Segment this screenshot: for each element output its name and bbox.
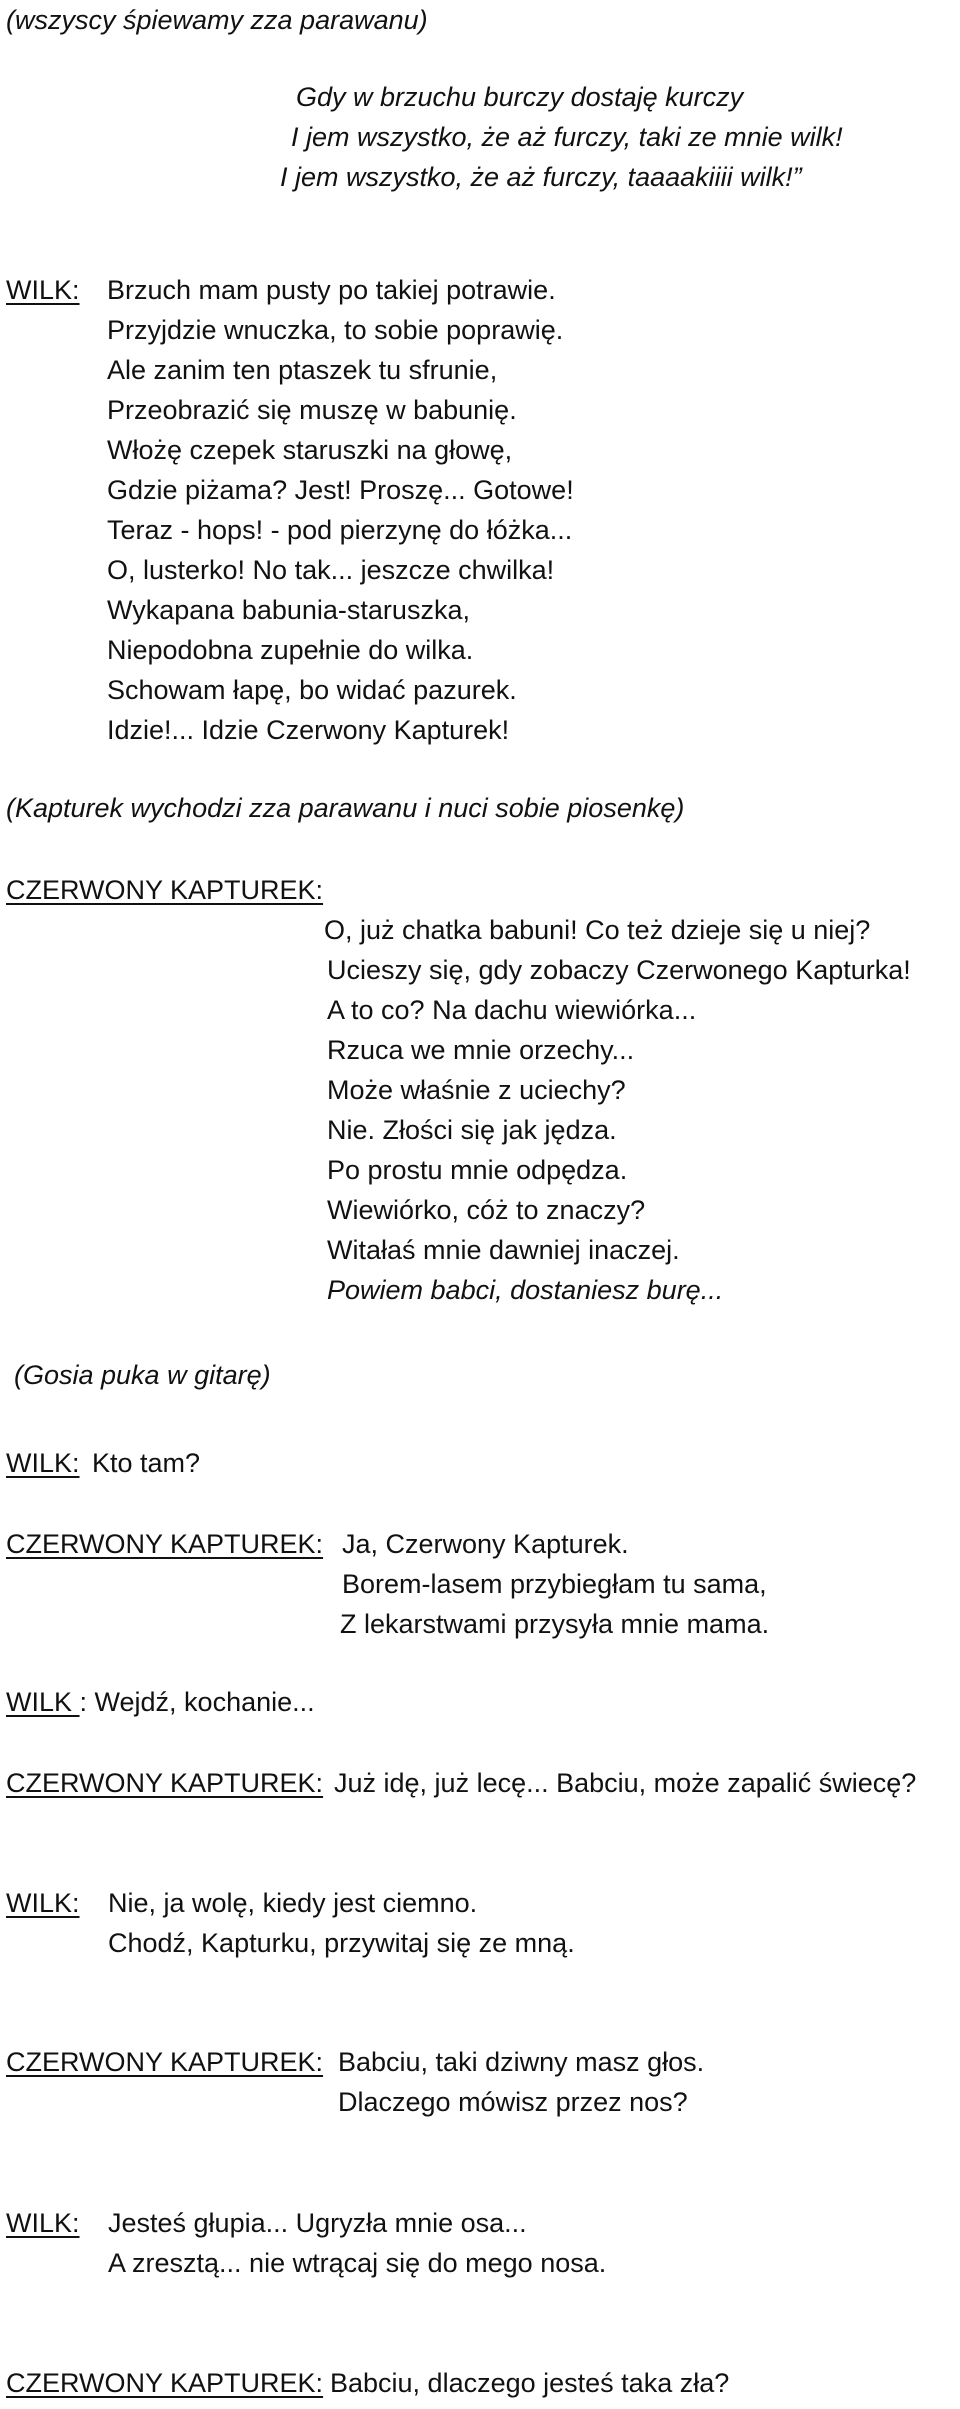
dialogue-line: Rzuca we mnie orzechy... [327,1035,635,1065]
dialogue-line: Powiem babci, dostaniesz burę... [327,1275,724,1305]
dialogue-row [6,1682,315,1722]
dialogue-line: Nie. Złości się jak jędza. [327,1115,617,1145]
stage-direction: (Kapturek wychodzi zza parawanu i nuci sobie piosenkę) [6,793,685,823]
speaker-label: WILK [6,1687,80,1717]
stage-direction: (Gosia puka w gitarę) [14,1360,271,1390]
dialogue-line: Przeobrazić się muszę w babunię. [107,395,517,425]
dialogue-line: Babciu, taki dziwny masz głos. [338,2047,705,2077]
dialogue-line: Teraz - hops! - pod pierzynę do łóżka... [107,515,573,545]
dialogue-line: O, już chatka babuni! Co też dzieje się u niej? [324,915,871,945]
dialogue-line: A to co? Na dachu wiewiórka... [327,995,697,1025]
dialogue-line: Z lekarstwami przysyła mnie mama. [340,1609,770,1639]
dialogue-line: Chodź, Kapturku, przywitaj się ze mną. [108,1928,575,1958]
dialogue-line: Kto tam? [92,1448,201,1478]
dialogue-block [342,1524,769,1644]
dialogue-line: Idzie!... Idzie Czerwony Kapturek! [107,715,510,745]
speaker-label: WILK: [6,275,80,305]
song-line: I jem wszystko, że aż furczy, taki ze mnie wilk! [291,122,843,152]
dialogue-line: Przyjdzie wnuczka, to sobie poprawię. [107,315,564,345]
dialogue-line: Wiewiórko, cóż to znaczy? [327,1195,646,1225]
speaker-label: WILK: [6,2208,80,2238]
dialogue-line: Ale zanim ten ptaszek tu sfrunie, [107,355,498,385]
dialogue-line: Może właśnie z uciechy? [327,1075,626,1105]
dialogue-line: Witałaś mnie dawniej inaczej. [327,1235,680,1265]
speaker-label: CZERWONY KAPTUREK: [6,2047,324,2077]
dialogue-line: Ja, Czerwony Kapturek. [342,1529,629,1559]
dialogue-line: Już idę, już lecę... Babciu, może zapalić świecę? [334,1768,917,1798]
dialogue-line: Schowam łapę, bo widać pazurek. [107,675,517,705]
song-line: Gdy w brzuchu burczy dostaję kurczy [296,82,744,112]
speaker-label: CZERWONY KAPTUREK: [6,875,324,905]
dialogue-line: Ucieszy się, gdy zobaczy Czerwonego Kapturka! [327,955,911,985]
dialogue-line: Gdzie piżama? Jest! Proszę... Gotowe! [107,475,574,505]
dialogue-line: Borem-lasem przybiegłam tu sama, [342,1569,767,1599]
dialogue-block [107,270,574,750]
stage-direction: (wszyscy śpiewamy zza parawanu) [6,5,428,35]
dialogue-line: Dlaczego mówisz przez nos? [338,2087,688,2117]
dialogue-line: Po prostu mnie odpędza. [327,1155,628,1185]
dialogue-block [108,1883,575,1963]
dialogue-line: O, lusterko! No tak... jeszcze chwilka! [107,555,555,585]
song-line: I jem wszystko, że aż furczy, taaaakiiii wilk!” [280,162,802,192]
dialogue-line: Niepodobna zupełnie do wilka. [107,635,474,665]
dialogue-line: Babciu, dlaczego jesteś taka zła? [330,2368,730,2398]
dialogue-block [324,910,911,1310]
speaker-label: WILK: [6,1888,80,1918]
dialogue-line: : Wejdź, kochanie... [79,1687,315,1717]
dialogue-line: Wykapana babunia-staruszka, [107,595,470,625]
speaker-label: WILK: [6,1448,80,1478]
dialogue-block [338,2042,704,2122]
dialogue-line: Włożę czepek staruszki na głowę, [107,435,513,465]
dialogue-line: Nie, ja wolę, kiedy jest ciemno. [108,1888,478,1918]
song-block [280,77,843,197]
dialogue-block [108,2203,606,2283]
speaker-label: CZERWONY KAPTUREK: [6,1768,324,1798]
dialogue-line: Brzuch mam pusty po takiej potrawie. [107,275,556,305]
speaker-label: CZERWONY KAPTUREK: [6,2368,324,2398]
dialogue-line: A zresztą... nie wtrącaj się do mego nosa. [108,2248,607,2278]
speaker-label: CZERWONY KAPTUREK: [6,1529,324,1559]
dialogue-line: Jesteś głupia... Ugryzła mnie osa... [108,2208,527,2238]
